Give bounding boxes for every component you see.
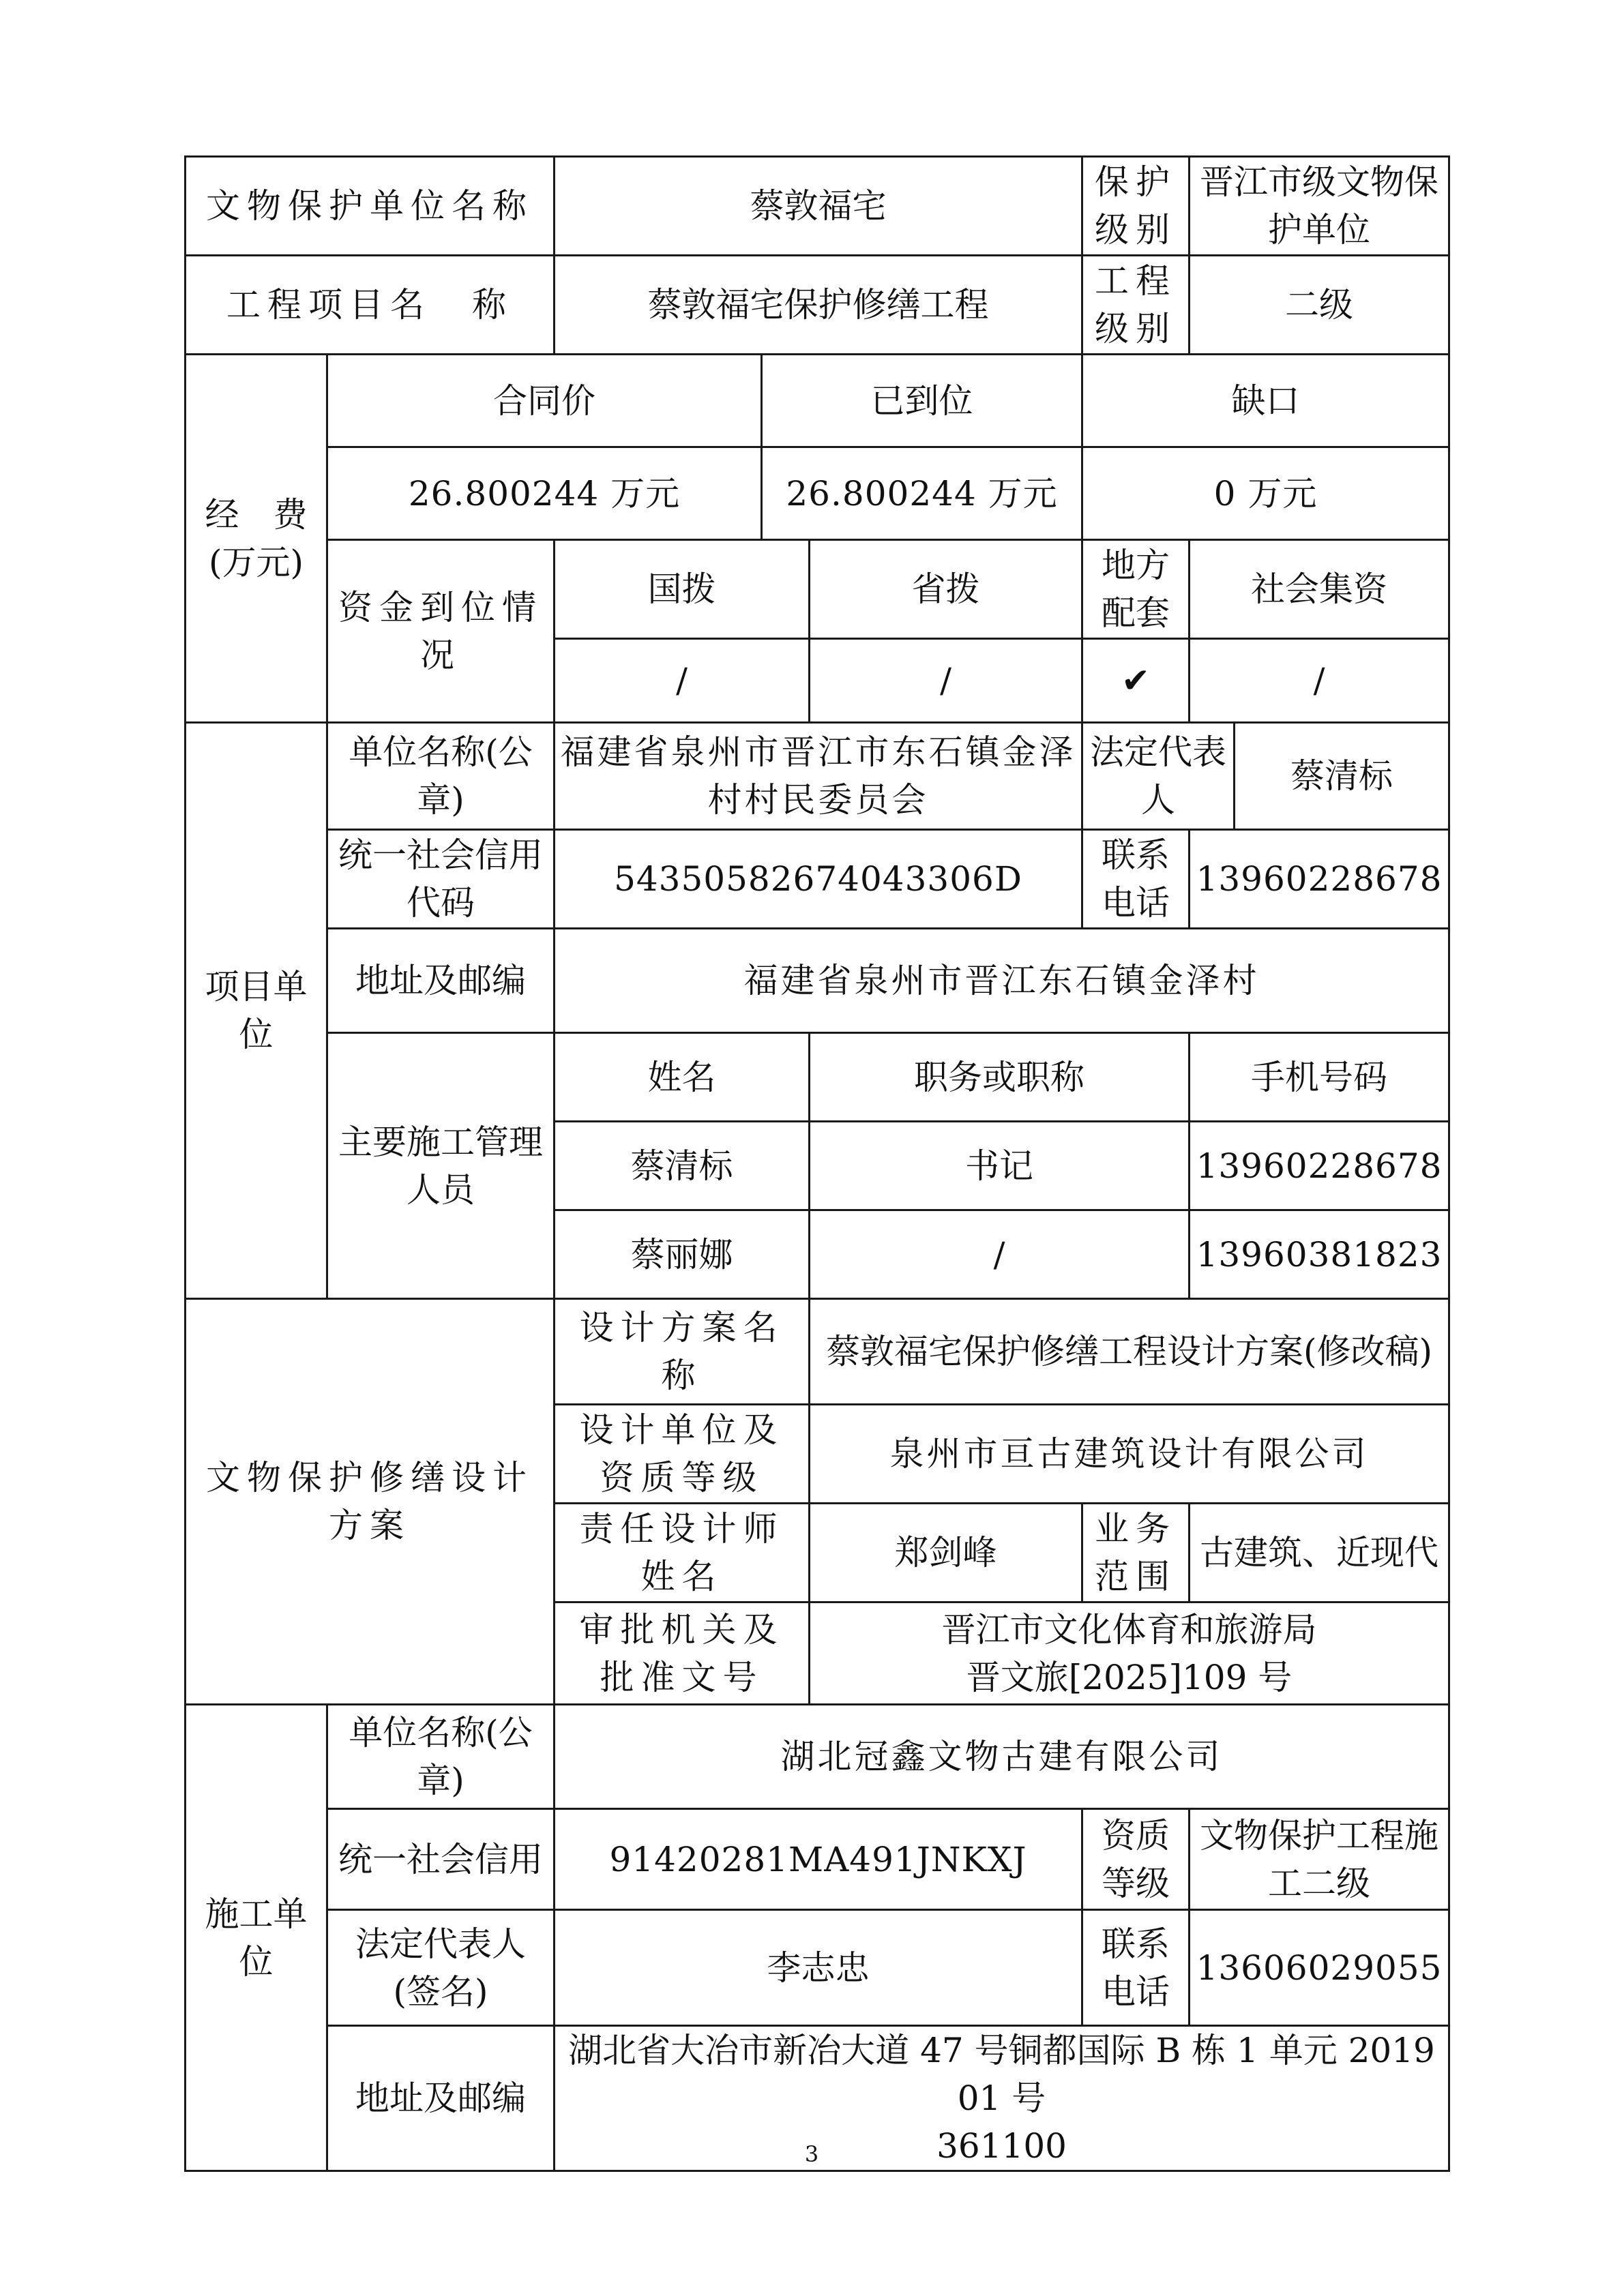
qualification: 文物保护工程施工二级: [1190, 1809, 1449, 1910]
qualification-label: 资质等级: [1082, 1809, 1190, 1910]
project-unit-label: 项目单位: [186, 723, 327, 1299]
address-label: 地址及邮编: [327, 929, 555, 1033]
address: 福建省泉州市晋江东石镇金泽村: [555, 929, 1449, 1033]
construction-address-label: 地址及邮编: [327, 2026, 555, 2171]
design-section-label: 文物保护修缮设计方案: [186, 1299, 555, 1705]
phone: 13960228678: [1190, 830, 1449, 929]
provincial-allocation-value: /: [810, 639, 1082, 723]
construction-unit-name: 湖北冠鑫文物古建有限公司: [555, 1705, 1449, 1809]
construction-credit-label: 统一社会信用: [327, 1809, 555, 1910]
construction-postcode: 361100: [936, 2126, 1067, 2166]
staff-title: 书记: [810, 1122, 1190, 1210]
contract-price-value: 26.800244 万元: [327, 447, 762, 540]
social-funding-header: 社会集资: [1190, 540, 1449, 639]
approval-info: [810, 1602, 1449, 1705]
project-grade: 二级: [1190, 256, 1449, 355]
construction-legal-rep: 李志忠: [555, 1910, 1082, 2026]
credit-code: 54350582674043306D: [555, 830, 1082, 929]
construction-phone-label: 联系电话: [1082, 1910, 1190, 2026]
legal-rep-label: 法定代表人: [1082, 723, 1235, 830]
staff-title: /: [810, 1210, 1190, 1299]
received-header: 已到位: [762, 355, 1082, 447]
staff-phone: 13960381823: [1190, 1210, 1449, 1299]
construction-credit-code: 91420281MA491JNKXJ: [555, 1809, 1082, 1910]
business-scope: 古建筑、近现代: [1190, 1504, 1449, 1602]
approval-label: 审批机关及批准文号: [555, 1602, 810, 1705]
approval-authority: 晋江市文化体育和旅游局: [941, 1609, 1317, 1650]
construction-phone: 13606029055: [1190, 1910, 1449, 2026]
construction-unit-name-label: 单位名称(公章): [327, 1705, 555, 1809]
funding-source-label: 资金到位情况: [327, 540, 555, 723]
national-allocation-value: /: [555, 639, 810, 723]
design-unit-label: 设计单位及资质等级: [555, 1405, 810, 1504]
legal-rep: 蔡清标: [1235, 723, 1449, 830]
construction-address-cell: [555, 2026, 1449, 2171]
provincial-allocation-header: 省拨: [810, 540, 1082, 639]
staff-phone-header: 手机号码: [1190, 1033, 1449, 1122]
social-funding-value: /: [1190, 639, 1449, 723]
project-grade-label: 工程级别: [1082, 256, 1190, 355]
approval-number: 晋文旅[2025]109 号: [966, 1657, 1293, 1697]
plan-name-label: 设计方案名称: [555, 1299, 810, 1405]
staff-name: 蔡清标: [555, 1122, 810, 1210]
heritage-name-label: 文物保护单位名称: [186, 157, 555, 256]
phone-label: 联系电话: [1082, 830, 1190, 929]
design-unit: 泉州市亘古建筑设计有限公司: [810, 1405, 1449, 1504]
gap-header: 缺口: [1082, 355, 1449, 447]
construction-address: 湖北省大冶市新冶大道 47 号铜都国际 B 栋 1 单元 201901 号: [568, 2031, 1435, 2118]
staff-title-header: 职务或职称: [810, 1033, 1190, 1122]
gap-value: 0 万元: [1082, 447, 1449, 540]
local-matching-header: 地方配套: [1082, 540, 1190, 639]
received-value: 26.800244 万元: [762, 447, 1082, 540]
project-name: 蔡敦福宅保护修缮工程: [555, 256, 1082, 355]
contract-price-header: 合同价: [327, 355, 762, 447]
protection-level: 晋江市级文物保护单位: [1190, 157, 1449, 256]
designer-name: 郑剑峰: [810, 1504, 1082, 1602]
checkmark-icon: ✔: [1082, 639, 1190, 723]
staff-phone: 13960228678: [1190, 1122, 1449, 1210]
unit-name-label: 单位名称(公章): [327, 723, 555, 830]
staff-name-header: 姓名: [555, 1033, 810, 1122]
national-allocation-header: 国拨: [555, 540, 810, 639]
protection-level-label: 保护级别: [1082, 157, 1190, 256]
page-number: 3: [804, 2141, 819, 2167]
project-name-label: 工程项目名 称: [186, 256, 555, 355]
construction-unit-label: 施工单位: [186, 1705, 327, 2171]
funding-label: 经 费(万元): [186, 355, 327, 723]
plan-name: 蔡敦福宅保护修缮工程设计方案(修改稿): [810, 1299, 1449, 1405]
heritage-name: 蔡敦福宅: [555, 157, 1082, 256]
credit-code-label: 统一社会信用代码: [327, 830, 555, 929]
staff-label: 主要施工管理人员: [327, 1033, 555, 1299]
staff-name: 蔡丽娜: [555, 1210, 810, 1299]
project-info-form: [184, 155, 1450, 2172]
business-scope-label: 业务范围: [1082, 1504, 1190, 1602]
construction-legal-rep-label: 法定代表人(签名): [327, 1910, 555, 2026]
designer-label: 责任设计师姓名: [555, 1504, 810, 1602]
unit-name: 福建省泉州市晋江市东石镇金泽村村民委员会: [555, 723, 1082, 830]
